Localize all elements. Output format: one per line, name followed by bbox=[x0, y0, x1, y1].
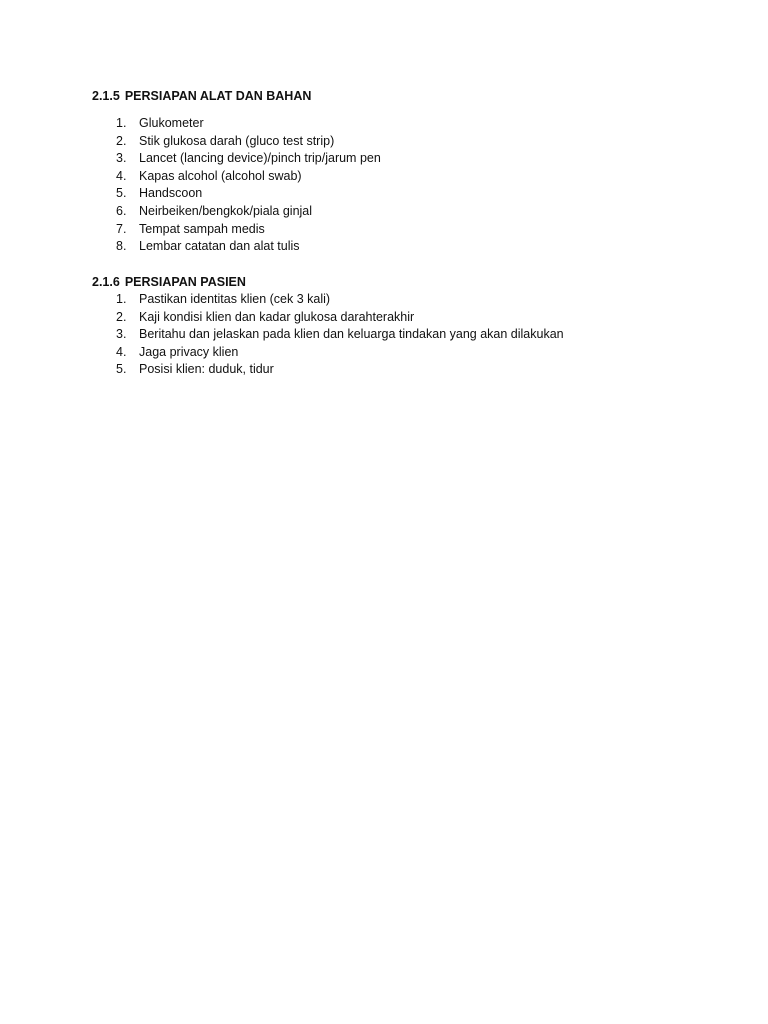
list-item bbox=[92, 185, 712, 203]
list-item bbox=[92, 238, 712, 256]
list-item-text: Pastikan identitas klien (cek 3 kali) bbox=[139, 292, 331, 306]
list-marker: 3. bbox=[116, 151, 127, 166]
list-item bbox=[92, 309, 712, 327]
list-item-text: Stik glukosa darah (gluco test strip) bbox=[139, 133, 335, 148]
list-marker: 1. bbox=[116, 116, 127, 130]
patient-prep-list bbox=[92, 291, 712, 379]
section-title: PERSIAPAN ALAT DAN BAHAN bbox=[124, 89, 312, 103]
list-item-text: Posisi klien: duduk, tidur bbox=[139, 362, 274, 377]
list-marker: 4. bbox=[116, 168, 127, 183]
list-item bbox=[92, 361, 712, 379]
list-marker: 6. bbox=[116, 203, 127, 218]
equipment-list bbox=[92, 115, 712, 256]
list-item bbox=[92, 326, 712, 344]
list-item-text: Neirbeiken/bengkok/piala ginjal bbox=[139, 203, 313, 218]
list-marker: 3. bbox=[116, 327, 127, 342]
section-persiapan-pasien bbox=[92, 274, 712, 379]
list-item-text: Jaga privacy klien bbox=[139, 344, 239, 359]
list-item bbox=[92, 115, 712, 133]
list-item bbox=[92, 344, 712, 362]
list-item-text: Lancet (lancing device)/pinch trip/jarum pen bbox=[139, 151, 381, 166]
list-marker: 1. bbox=[116, 292, 127, 306]
section-persiapan-alat bbox=[92, 88, 712, 256]
list-item bbox=[92, 221, 712, 239]
list-marker: 2. bbox=[116, 133, 127, 148]
list-marker: 5. bbox=[116, 362, 127, 377]
list-marker: 8. bbox=[116, 239, 127, 254]
list-marker: 7. bbox=[116, 221, 127, 236]
section-title: PERSIAPAN PASIEN bbox=[124, 275, 246, 289]
section-number: 2.1.6 bbox=[92, 275, 120, 289]
list-marker: 4. bbox=[116, 344, 127, 359]
list-item bbox=[92, 291, 712, 309]
section-number: 2.1.5 bbox=[92, 89, 120, 103]
list-item-text: Kaji kondisi klien dan kadar glukosa darahterakhir bbox=[139, 309, 415, 324]
list-marker: 5. bbox=[116, 186, 127, 201]
list-item bbox=[92, 133, 712, 151]
list-item bbox=[92, 150, 712, 168]
section-heading bbox=[92, 274, 712, 290]
list-item-text: Handscoon bbox=[139, 186, 203, 201]
list-item-text: Lembar catatan dan alat tulis bbox=[139, 239, 300, 254]
list-item bbox=[92, 203, 712, 221]
list-item bbox=[92, 168, 712, 186]
list-marker: 2. bbox=[116, 309, 127, 324]
list-item-text: Glukometer bbox=[139, 116, 204, 130]
section-heading bbox=[92, 88, 712, 104]
list-item-text: Kapas alcohol (alcohol swab) bbox=[139, 168, 302, 183]
list-item-text: Beritahu dan jelaskan pada klien dan keluarga tindakan yang akan dilakukan bbox=[139, 327, 564, 342]
list-item-text: Tempat sampah medis bbox=[139, 221, 265, 236]
